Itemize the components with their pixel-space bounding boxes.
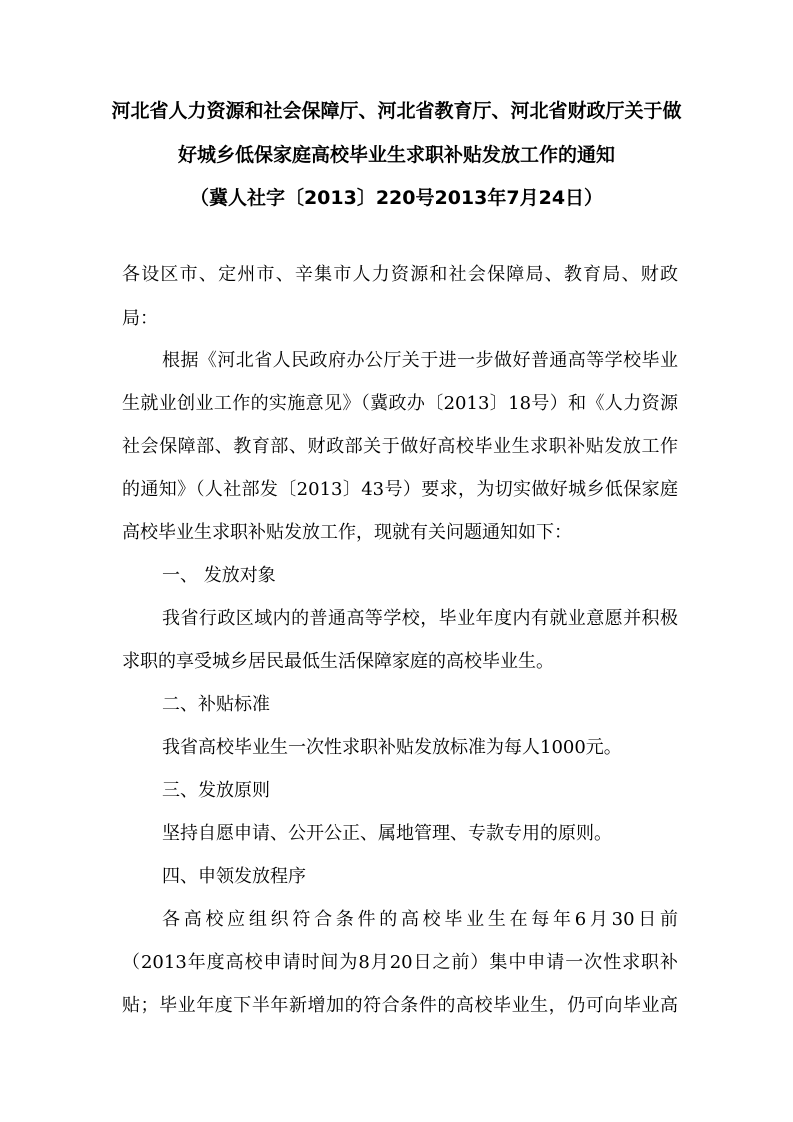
intro-line-4: 的通知》（人社部发〔2013〕43号）要求，为切实做好城乡低保家庭: [122, 479, 678, 500]
document-title-line-2: 好城乡低保家庭高校毕业生求职补贴发放工作的通知: [177, 144, 615, 166]
intro-line-5: 高校毕业生求职补贴发放工作，现就有关问题通知如下：: [122, 522, 572, 543]
section-heading-4: 四、申领发放程序: [162, 866, 306, 887]
section-heading-2: 二、补贴标准: [162, 694, 270, 715]
intro-line-1: 根据《河北省人民政府办公厅关于进一步做好普通高等学校毕业: [162, 350, 678, 371]
intro-line-2: 生就业创业工作的实施意见》（冀政办〔2013〕18号）和《人力资源: [122, 393, 678, 414]
section-3-line-1: 坚持自愿申请、公开公正、属地管理、专款专用的原则。: [162, 823, 612, 844]
addressee-line-1: 各设区市、定州市、辛集市人力资源和社会保障局、教育局、财政: [122, 264, 678, 285]
document-reference-number: （冀人社字〔2013〕220号2013年7月24日）: [189, 187, 604, 209]
section-1-line-2: 求职的享受城乡居民最低生活保障家庭的高校毕业生。: [122, 651, 554, 672]
section-heading-1: 一、 发放对象: [162, 565, 276, 586]
section-2-line-1: 我省高校毕业生一次性求职补贴发放标准为每人1000元。: [162, 737, 622, 758]
intro-line-3: 社会保障部、教育部、财政部关于做好高校毕业生求职补贴发放工作: [122, 436, 678, 457]
document-title-line-1: 河北省人力资源和社会保障厅、河北省教育厅、河北省财政厅关于做: [111, 100, 682, 122]
section-4-line-3: 贴；毕业年度下半年新增加的符合条件的高校毕业生，仍可向毕业高: [122, 995, 678, 1016]
section-4-line-2: （2013年度高校申请时间为8月20日之前）集中申请一次性求职补: [122, 952, 678, 973]
section-4-line-1: 各高校应组织符合条件的高校毕业生在每年6月30日前: [162, 909, 678, 930]
section-heading-3: 三、发放原则: [162, 780, 270, 801]
section-1-line-1: 我省行政区域内的普通高等学校，毕业年度内有就业意愿并积极: [162, 608, 678, 629]
addressee-line-2: 局：: [122, 308, 158, 329]
